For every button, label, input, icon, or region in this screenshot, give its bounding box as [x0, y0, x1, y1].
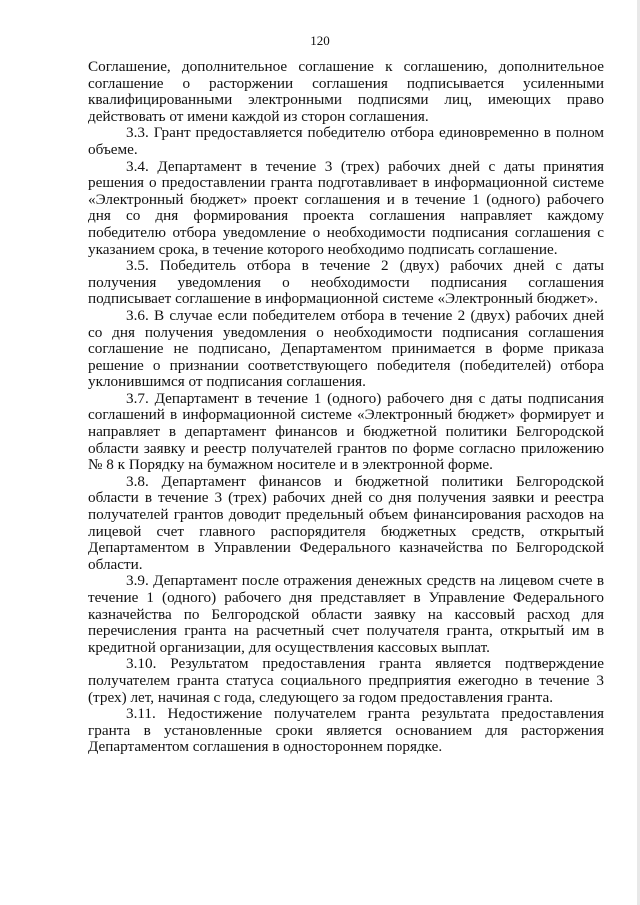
paragraph: 3.5. Победитель отбора в течение 2 (двух) рабочих дней с даты получения уведомления о необходимости подписания соглашения подписывает соглашение в информационной системе «Электронный бюджет».	[88, 257, 604, 308]
paragraph: 3.4. Департамент в течение 3 (трех) рабочих дней с даты принятия решения о предоставлении гранта подготавливает в информационной системе «Электронный бюджет» проект соглашения и в течение 1 (одного) рабочего дня со дня формирования проекта соглашения направляет каждому победителю отбора уведомление о необходимости подписания соглашения с указанием срока, в течение которого необходимо подписать соглашение.	[88, 157, 604, 258]
paragraph: 3.6. В случае если победителем отбора в течение 2 (двух) рабочих дней со дня получения уведомления о необходимости подписания соглашения соглашение не подписано, Департаментом принимается в форме приказа решение о признании соответствующего победителя (победителей) отбора уклонившимся от подписания соглашения.	[88, 306, 604, 391]
paragraph: 3.9. Департамент после отражения денежных средств на лицевом счете в течение 1 (одного) рабочего дня представляет в Управление Федерального казначейства по Белгородской области заявку на кассовый расход для перечисления гранта на расчетный счет получателя гранта, открытый им в кредитной организации, для осуществления кассовых выплат.	[88, 572, 604, 656]
document-body	[88, 59, 604, 756]
paragraph: 3.7. Департамент в течение 1 (одного) рабочего дня с даты подписания соглашений в информационной системе «Электронный бюджет» формирует и направляет в департамент финансов и бюджетной политики Белгородской области заявку и реестр получателей грантов по форме согласно приложению № 8 к Порядку на бумажном носителе и в электронной форме.	[88, 389, 604, 474]
paragraph: 3.3. Грант предоставляется победителю отбора единовременно в полном объеме.	[88, 124, 604, 158]
page-number: 120	[310, 33, 330, 48]
paragraph: 3.11. Недостижение получателем гранта результата предоставления гранта в установленные сроки является основанием для расторжения Департаментом соглашения в одностороннем порядке.	[88, 705, 604, 756]
paragraph: 3.8. Департамент финансов и бюджетной политики Белгородской области в течение 3 (трех) рабочих дней со дня получения заявки и реестра получателей грантов доводит предельный объем финансирования расходов на лицевой счет главного распорядителя бюджетных средств, открытый Департаментом в Управлении Федерального казначейства по Белгородской области.	[88, 472, 604, 573]
paragraph: Соглашение, дополнительное соглашение к соглашению, дополнительное соглашение о расторжении соглашения подписывается усиленными квалифицированными электронными подписями лиц, имеющих право действовать от имени каждой из сторон соглашения.	[88, 58, 604, 125]
paragraph: 3.10. Результатом предоставления гранта является подтверждение получателем гранта статуса социального предприятия ежегодно в течение 3 (трех) лет, начиная с года, следующего за годом предоставления гранта.	[88, 655, 604, 706]
